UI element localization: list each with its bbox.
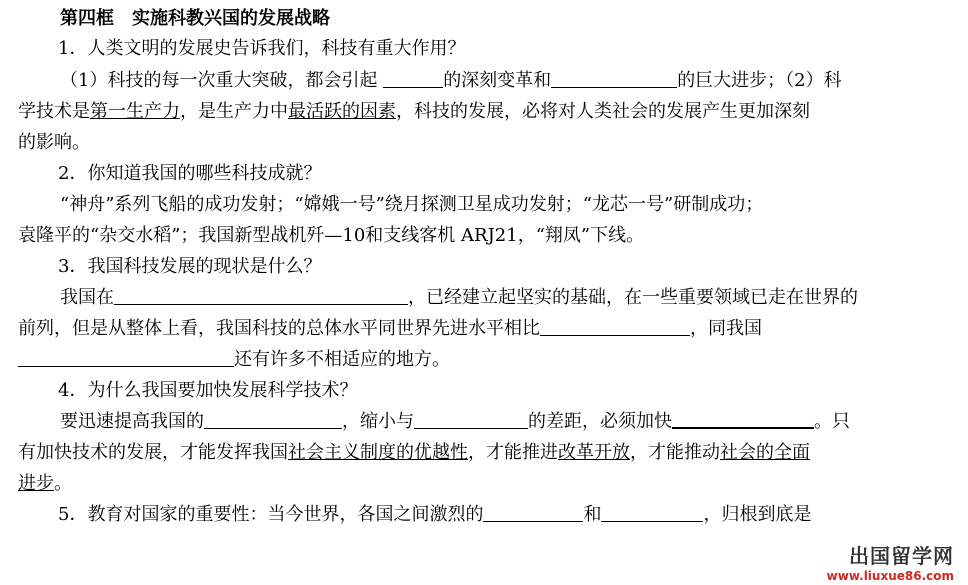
text-span: ，归根到底是 xyxy=(703,504,812,525)
text-span: ，科技的发展，必将对人类社会的发展产生更加深刻 xyxy=(396,101,810,122)
section-title: 第四框 实施科教兴国的发展战略 xyxy=(60,8,330,29)
fill-blank[interactable] xyxy=(672,409,814,429)
question-4: 4．为什么我国要加快发展科学技术？ xyxy=(58,380,358,401)
question-5 xyxy=(58,500,968,530)
fill-blank[interactable] xyxy=(540,317,690,336)
q3-answer-line-1 xyxy=(60,283,968,313)
underlined-term: 第一生产力 xyxy=(90,101,180,122)
underlined-term: 进步 xyxy=(18,473,54,494)
q2-answer-line-1: “神舟”系列飞船的成功发射；“嫦娥一号”绕月探测卫星成功发射；“龙芯一号”研制成功； xyxy=(60,194,764,215)
text-span: ，才能推动 xyxy=(630,442,720,463)
text-span: 和 xyxy=(583,504,602,525)
text-span: 还有许多不相适应的地方。 xyxy=(234,349,450,370)
q4-answer-line-2 xyxy=(18,438,948,468)
text-span: 有加快技术的发展，才能发挥我国 xyxy=(18,442,288,463)
text-span: 学技术是 xyxy=(18,101,90,122)
text-span: 的差距，必须加快 xyxy=(528,411,672,432)
fill-blank[interactable] xyxy=(18,348,234,367)
text-span: 要迅速提高我国的 xyxy=(60,411,204,432)
text-span: 。 xyxy=(54,473,72,494)
q1-answer-line-2 xyxy=(18,97,948,127)
fill-blank[interactable] xyxy=(601,503,703,522)
question-3: 3．我国科技发展的现状是什么？ xyxy=(58,256,322,277)
q2-answer-line-2: 袁隆平的“杂交水稻”；我国新型战机歼—10和支线客机 ARJ21，“翔凤”下线。 xyxy=(18,225,645,246)
fill-blank[interactable] xyxy=(551,69,677,88)
fill-blank[interactable] xyxy=(383,69,443,88)
text-span: 。只 xyxy=(814,411,850,432)
q4-answer-line-1 xyxy=(60,407,968,437)
text-span: 前列，但是从整体上看，我国科技的总体水平同世界先进水平相比 xyxy=(18,318,540,339)
text-span: ，同我国 xyxy=(690,318,762,339)
text-span: ，缩小与 xyxy=(342,411,414,432)
text-span: （1）科技的每一次重大突破，都会引起 xyxy=(60,70,378,91)
underlined-term: 最活跃的因素 xyxy=(288,101,396,122)
q3-answer-line-3 xyxy=(18,345,948,375)
underlined-term: 社会的全面 xyxy=(720,442,810,463)
text-span: ，已经建立起坚实的基础，在一些重要领域已走在世界的 xyxy=(408,287,858,308)
text-span: ，才能推进 xyxy=(468,442,558,463)
fill-blank[interactable] xyxy=(483,503,583,522)
text-span: 的深刻变革和 xyxy=(443,70,552,91)
q1-answer-line-1 xyxy=(60,66,968,96)
q1-answer-line-3: 的影响。 xyxy=(18,132,90,153)
q3-answer-line-2 xyxy=(18,314,948,344)
question-1: 1．人类文明的发展史告诉我们，科技有重大作用？ xyxy=(58,38,466,59)
underlined-term: 改革开放 xyxy=(558,442,630,463)
text-span: 我国在 xyxy=(60,287,114,308)
fill-blank[interactable] xyxy=(114,286,408,305)
text-span: 的巨大进步；（2）科 xyxy=(677,70,842,91)
question-2: 2．你知道我国的哪些科技成就？ xyxy=(58,163,322,184)
q4-answer-line-3 xyxy=(18,469,948,499)
underlined-term: 社会主义制度的优越性 xyxy=(288,442,468,463)
text-span: 5．教育对国家的重要性：当今世界，各国之间激烈的 xyxy=(58,504,484,525)
text-span: ，是生产力中 xyxy=(180,101,288,122)
watermark-name: 出国留学网 xyxy=(849,544,954,568)
watermark-url: www.liuxue86.com xyxy=(826,569,954,583)
site-watermark xyxy=(827,540,954,583)
fill-blank[interactable] xyxy=(414,410,528,429)
fill-blank[interactable] xyxy=(204,410,342,429)
